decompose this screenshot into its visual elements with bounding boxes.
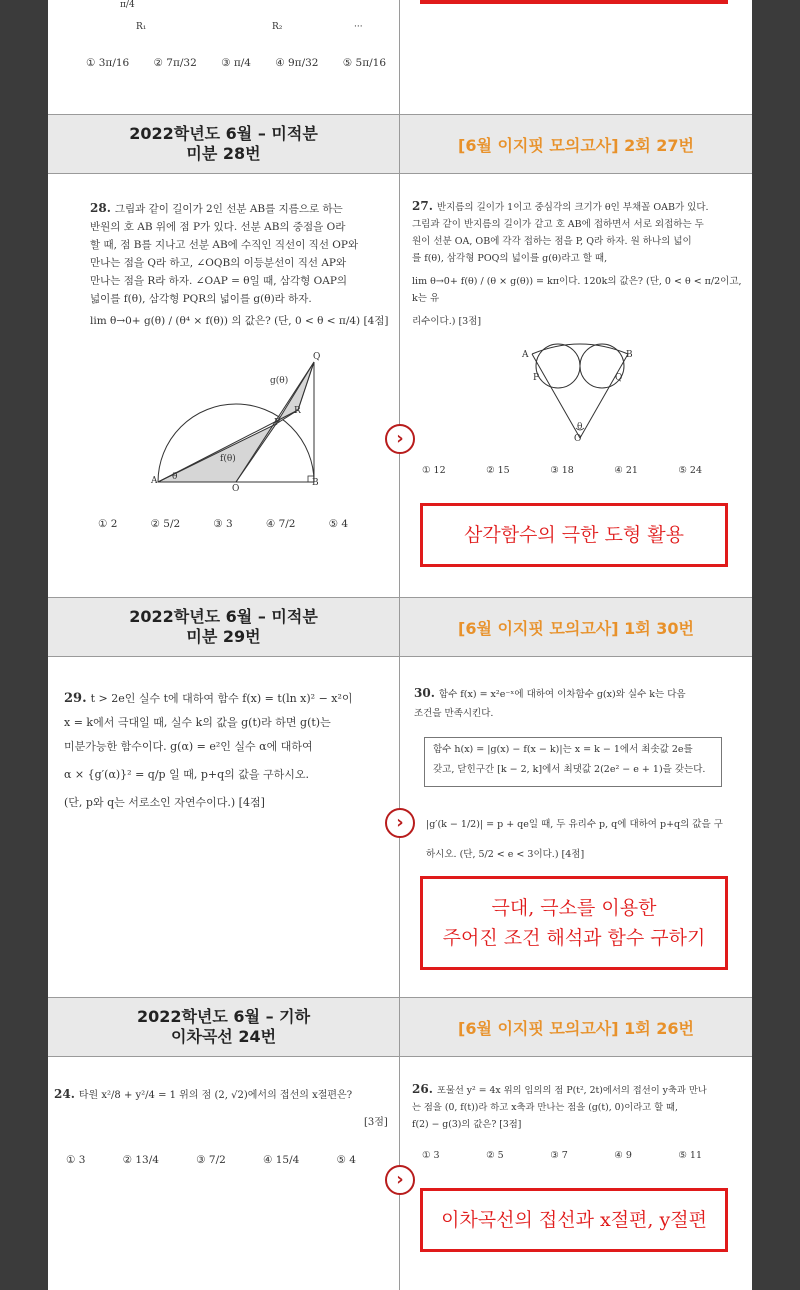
topic-highlight-text: 극대, 극소를 이용한 <box>491 897 657 919</box>
choices-28 <box>98 518 348 530</box>
problem-30 <box>414 684 744 723</box>
r2-label: R₂ <box>272 22 283 32</box>
point-label: P <box>274 418 281 428</box>
topic-highlight-text: 삼각함수의 극한 도형 활용 <box>463 524 684 546</box>
problem-line: t > 2e인 실수 t에 대하여 함수 f(x) = t(ln x)² − x²이 <box>90 692 353 705</box>
semicircle-figure <box>148 350 328 490</box>
choice: ③ 7 <box>550 1150 568 1161</box>
choice: ① 3π/16 <box>86 57 130 69</box>
choice: ⑤ 5π/16 <box>342 57 386 69</box>
chevron-right-icon: › <box>385 1165 415 1195</box>
problem-line: 는 점을 (0, f(t))라 하고 x축과 만나는 점을 (g(t), 0)이라고 할 때, <box>412 1102 678 1113</box>
mock-header: [6월 이지핏 모의고사] 1회 30번 <box>458 618 694 638</box>
problem-line: 포물선 y² = 4x 위의 임의의 점 P(t², 2t)에서의 접선이 y축과 만나 <box>436 1085 707 1096</box>
problem-line: lim θ→0+ f(θ) / (θ × g(θ)) = kπ이다. 120k의 값은? (단, 0 < θ < π/2이고, k는 유 <box>412 276 742 304</box>
header-divider <box>399 115 400 173</box>
choice: ③ π/4 <box>221 57 251 69</box>
choice: ② 5/2 <box>150 518 181 530</box>
row-border <box>48 656 752 657</box>
choice: ③ 18 <box>550 465 574 476</box>
choice: ⑤ 24 <box>678 465 702 476</box>
topic-highlight-text: 이차곡선의 접선과 x절편, y절편 <box>441 1209 707 1231</box>
point-label: Q <box>615 373 623 383</box>
problem-line: 를 f(θ), 삼각형 POQ의 넓이를 g(θ)라고 할 때, <box>412 253 608 264</box>
topic-highlight-text: 주어진 조건 해석과 함수 구하기 <box>442 927 706 949</box>
mock-header: [6월 이지핏 모의고사] 2회 27번 <box>458 135 694 155</box>
problem-number: 29. <box>64 691 87 706</box>
point-label: Q <box>313 352 321 362</box>
top-choices <box>86 57 386 69</box>
choice: ② 15 <box>486 465 510 476</box>
exam-subtitle: 미분 29번 <box>186 627 261 646</box>
problem-line: 미분가능한 함수이다. g(α) = e²인 실수 α에 대하여 <box>64 740 313 753</box>
choice: ③ 3 <box>213 518 233 530</box>
section-header <box>48 115 752 173</box>
problem-number: 30. <box>414 686 435 700</box>
problem-number: 26. <box>412 1082 433 1096</box>
exam-title: 2022학년도 6월 – 기하 <box>136 1007 311 1026</box>
exam-title: 2022학년도 6월 – 미적분 <box>129 607 318 626</box>
area-label: f(θ) <box>220 454 236 464</box>
problem-line: (단, p와 q는 서로소인 자연수이다.) [4점] <box>64 796 265 809</box>
problem-line: |g′(k − 1/2)| = p + qe일 때, 두 유리수 p, q에 대하여 p+q의 값을 구 <box>426 819 723 830</box>
problem-line: 조건을 만족시킨다. <box>414 708 494 719</box>
choice: ② 5 <box>486 1150 504 1161</box>
condition-box <box>424 737 722 787</box>
choices-27 <box>422 465 702 476</box>
choice: ② 13/4 <box>122 1154 159 1166</box>
problem-line: 그림과 같이 반지름의 길이가 같고 호 AB에 접하면서 서로 외접하는 두 <box>412 219 704 230</box>
choice: ④ 9π/32 <box>275 57 319 69</box>
problem-line: 반원의 호 AB 위에 점 P가 있다. 선분 AB의 중점을 O라 <box>90 221 346 233</box>
point-label: B <box>312 478 319 488</box>
r1-label: R₁ <box>136 22 147 32</box>
condition-line: 갖고, 닫힌구간 [k − 2, k]에서 최댓값 2(2e² − e + 1)을 갖는다. <box>433 764 706 775</box>
header-divider <box>399 598 400 656</box>
problem-29 <box>64 687 394 815</box>
choice: ② 7π/32 <box>153 57 197 69</box>
section-header <box>48 998 752 1056</box>
exam-header <box>48 998 399 1056</box>
topic-highlight-box <box>420 1188 728 1252</box>
problem-28 <box>90 199 390 330</box>
problem-line: lim θ→0+ g(θ) / (θ⁴ × f(θ)) 의 값은? (단, 0 < θ < π/4) [4점] <box>90 315 389 327</box>
angle-label: θ <box>172 472 178 482</box>
topic-highlight-box <box>420 876 728 970</box>
problem-line: 하시오. (단, 5/2 < e < 3이다.) [4점] <box>426 849 585 860</box>
area-label: g(θ) <box>270 376 289 386</box>
top-red-box-edge <box>420 0 728 4</box>
problem-24 <box>54 1084 392 1106</box>
choices-26 <box>422 1150 702 1161</box>
angle-label: θ <box>577 422 583 432</box>
point-label: O <box>574 434 582 444</box>
problem-line: α × {g′(α)}² = q/p 일 때, p+q의 값을 구하시오. <box>64 768 310 781</box>
choice: ④ 9 <box>614 1150 632 1161</box>
header-divider <box>399 998 400 1056</box>
problem-line: 할 때, 점 B를 지나고 선분 AB에 수직인 직선이 직선 OP와 <box>90 239 359 251</box>
exam-header <box>48 598 399 656</box>
section-header <box>48 598 752 656</box>
choice: ③ 7/2 <box>196 1154 226 1166</box>
problem-26 <box>412 1081 742 1133</box>
choice: ① 3 <box>422 1150 440 1161</box>
topic-highlight-box <box>420 503 728 567</box>
point-label: R <box>294 406 301 416</box>
problem-line: 만나는 점을 Q라 하고, ∠OQB의 이등분선이 직선 AP와 <box>90 257 347 269</box>
problem-line: 그림과 같이 길이가 2인 선분 AB를 지름으로 하는 <box>114 203 343 215</box>
problem-number: 24. <box>54 1087 75 1101</box>
choice: ⑤ 4 <box>328 518 348 530</box>
condition-line: 함수 h(x) = |g(x) − f(x − k)|는 x = k − 1에서 최솟값 2e를 <box>433 744 693 755</box>
problem-line: 리수이다.) [3점] <box>412 316 482 327</box>
exam-header <box>48 115 399 173</box>
choices-24 <box>66 1154 356 1166</box>
choice: ④ 21 <box>614 465 638 476</box>
chevron-right-icon: › <box>385 424 415 454</box>
problem-line: 만나는 점을 R라 하자. ∠OAP = θ일 때, 삼각형 OAP의 <box>90 275 348 287</box>
row-border <box>48 1056 752 1057</box>
choice: ① 2 <box>98 518 118 530</box>
problem-line: 함수 f(x) = x²e⁻ˣ에 대하여 이차함수 g(x)와 실수 k는 다음 <box>438 689 686 700</box>
choice: ⑤ 11 <box>678 1150 702 1161</box>
choice: ① 3 <box>66 1154 86 1166</box>
choice: ④ 15/4 <box>263 1154 300 1166</box>
ellipsis-label: ··· <box>354 22 363 32</box>
exam-subtitle: 이차곡선 24번 <box>170 1027 277 1046</box>
point-label: A <box>151 476 158 486</box>
row-border <box>48 173 752 174</box>
choice: ① 12 <box>422 465 446 476</box>
mock-header: [6월 이지핏 모의고사] 1회 26번 <box>458 1018 694 1038</box>
problem-27 <box>412 198 742 330</box>
point-label: P <box>533 373 540 383</box>
chevron-right-icon: › <box>385 808 415 838</box>
point-label: B <box>626 350 633 360</box>
problem-number: 27. <box>412 199 433 213</box>
points-label: [3점] <box>364 1117 388 1128</box>
problem-line: 넓이를 f(θ), 삼각형 PQR의 넓이를 g(θ)라 하자. <box>90 293 312 305</box>
choice: ⑤ 4 <box>336 1154 356 1166</box>
problem-line: 반지름의 길이가 1이고 중심각의 크기가 θ인 부채꼴 OAB가 있다. <box>436 202 709 213</box>
problem-number: 28. <box>90 201 111 215</box>
exam-title: 2022학년도 6월 – 미적분 <box>129 124 318 143</box>
problem-line: 원이 선분 OA, OB에 각각 접하는 점을 P, Q라 하자. 원 하나의 넓이 <box>412 236 692 247</box>
problem-line: 타원 x²/8 + y²/4 = 1 위의 점 (2, √2)에서의 접선의 x절편은? <box>78 1090 353 1101</box>
problem-30-continued <box>426 810 742 870</box>
problem-line: f(2) − g(3)의 값은? [3점] <box>412 1119 522 1130</box>
choice: ④ 7/2 <box>265 518 296 530</box>
point-label: O <box>232 484 240 494</box>
top-fraction-label: π/4 <box>120 0 135 10</box>
exam-subtitle: 미분 28번 <box>186 144 261 163</box>
point-label: A <box>522 350 529 360</box>
document-page <box>48 0 752 1290</box>
problem-line: x = k에서 극대일 때, 실수 k의 값을 g(t)라 하면 g(t)는 <box>64 716 331 729</box>
